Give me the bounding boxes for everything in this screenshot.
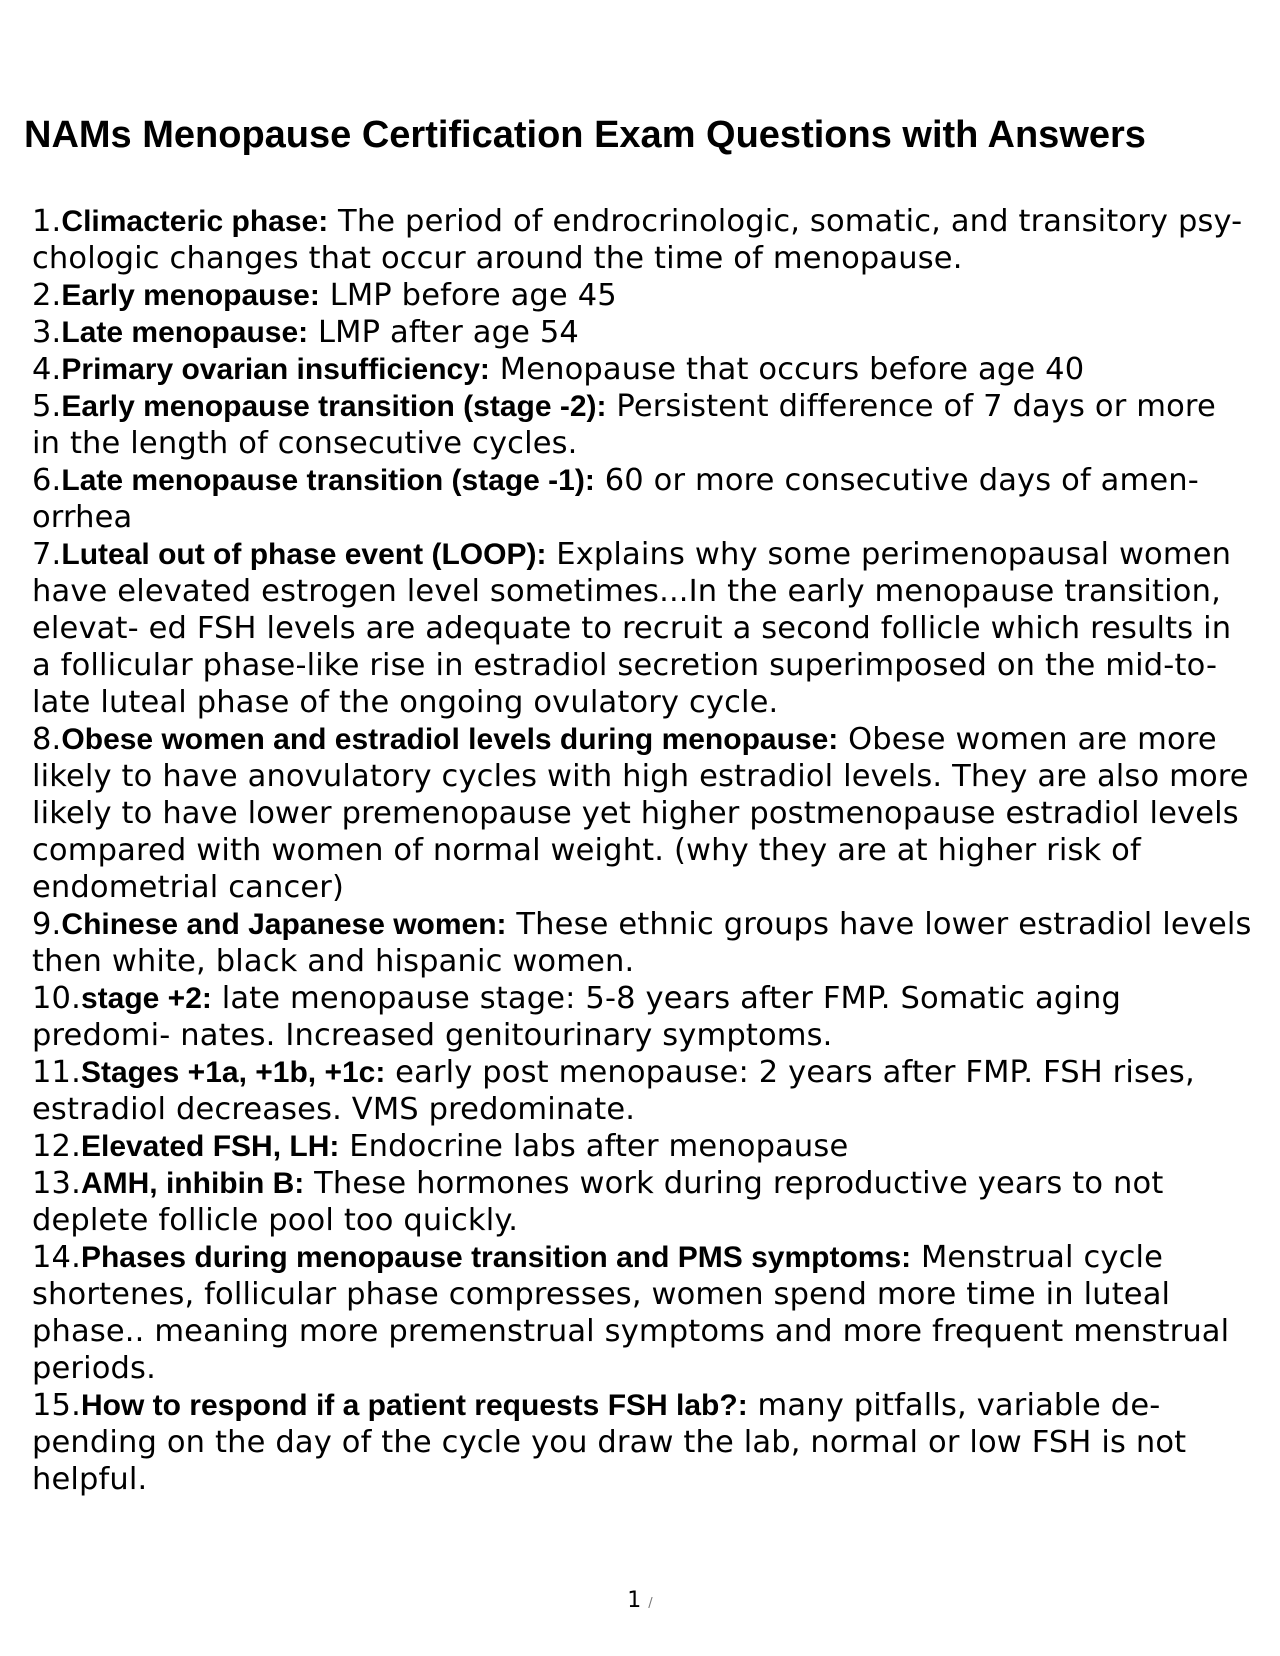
- item-term: How to respond if a patient requests FSH lab?:: [80, 1389, 748, 1422]
- page-title: NAMs Menopause Certification Exam Questions with Answers: [24, 114, 1146, 156]
- item-number: 5.: [32, 389, 62, 424]
- item-definition: These ethnic groups have lower estradiol levels then white, black and hispanic women.: [32, 907, 1252, 979]
- qa-list: [32, 203, 1252, 1498]
- item-term: Late menopause:: [61, 316, 309, 349]
- page-number: 1: [627, 1588, 642, 1613]
- item-number: 8.: [32, 722, 62, 757]
- item-term: stage +2:: [80, 982, 212, 1015]
- item-definition: Persistent difference of 7 days or more in the length of consecutive cycles.: [32, 389, 1216, 461]
- item-number: 4.: [32, 352, 62, 387]
- list-item: [32, 536, 1252, 721]
- item-term: Chinese and Japanese women:: [61, 908, 507, 941]
- item-term: Late menopause transition (stage -1):: [61, 464, 595, 497]
- list-item: [32, 1387, 1252, 1498]
- item-definition: late menopause stage: 5-8 years after FMP. Somatic aging predomi- nates. Increased genitourinary symptoms.: [32, 981, 1121, 1053]
- list-item: [32, 1128, 1252, 1165]
- list-item: [32, 980, 1252, 1054]
- item-definition: many pitfalls, variable de- pending on the day of the cycle you draw the lab, normal or low FSH is not helpful.: [32, 1388, 1187, 1497]
- list-item: [32, 1054, 1252, 1128]
- item-definition: Endocrine labs after menopause: [339, 1129, 849, 1164]
- item-definition: 60 or more consecutive days of amen- orrhea: [32, 463, 1199, 535]
- item-term: Obese women and estradiol levels during menopause:: [61, 723, 839, 756]
- item-definition: early post menopause: 2 years after FMP. FSH rises, estradiol decreases. VMS predominate.: [32, 1055, 1195, 1127]
- item-term: Primary ovarian insufficiency:: [61, 353, 490, 386]
- item-term: AMH, inhibin B:: [80, 1167, 305, 1200]
- item-number: 12.: [32, 1129, 81, 1164]
- item-definition: LMP after age 54: [308, 315, 579, 350]
- item-number: 10.: [32, 981, 81, 1016]
- item-number: 3.: [32, 315, 62, 350]
- item-definition: The period of endrocrinologic, somatic, and transitory psy- chologic changes that occur around the time of menopause.: [32, 204, 1243, 276]
- list-item: [32, 388, 1252, 462]
- list-item: [32, 906, 1252, 980]
- list-item: [32, 1239, 1252, 1387]
- item-number: 14.: [32, 1240, 81, 1275]
- item-number: 1.: [32, 204, 62, 239]
- item-number: 13.: [32, 1166, 81, 1201]
- item-number: 11.: [32, 1055, 81, 1090]
- item-term: Elevated FSH, LH:: [80, 1130, 340, 1163]
- item-term: Phases during menopause transition and PMS symptoms:: [80, 1241, 912, 1274]
- item-definition: Menstrual cycle shortenes, follicular phase compresses, women spend more time in luteal phase.. meaning more premenstrual symptoms and more frequent menstrual periods.: [32, 1240, 1230, 1386]
- item-definition: Menopause that occurs before age 40: [489, 352, 1085, 387]
- page-footer: [0, 1586, 1280, 1619]
- list-item: [32, 721, 1252, 906]
- list-item: [32, 351, 1252, 388]
- item-term: Luteal out of phase event (LOOP):: [61, 538, 547, 571]
- item-number: 15.: [32, 1388, 81, 1423]
- item-definition: These hormones work during reproductive years to not deplete follicle pool too quickly.: [32, 1166, 1164, 1238]
- item-number: 6.: [32, 463, 62, 498]
- item-number: 9.: [32, 907, 62, 942]
- list-item: [32, 462, 1252, 536]
- item-term: Early menopause transition (stage -2):: [61, 390, 607, 423]
- item-number: 2.: [32, 278, 62, 313]
- item-definition: Explains why some perimenopausal women have elevated estrogen level sometimes...In the early menopause transition, elevat- ed FSH levels are adequate to recruit a second follicle which results in a follicular phase-like rise in estradiol secretion superimposed on the mid-to-late luteal phase of the ongoing ovulatory cycle.: [32, 537, 1232, 720]
- item-term: Stages +1a, +1b, +1c:: [80, 1056, 386, 1089]
- list-item: [32, 203, 1252, 277]
- page-separator: /: [648, 1596, 653, 1611]
- item-definition: LMP before age 45: [319, 278, 617, 313]
- list-item: [32, 277, 1252, 314]
- list-item: [32, 1165, 1252, 1239]
- list-item: [32, 314, 1252, 351]
- item-number: 7.: [32, 537, 62, 572]
- item-term: Climacteric phase:: [61, 205, 329, 238]
- item-definition: Obese women are more likely to have anovulatory cycles with high estradiol levels. They are also more likely to have lower premenopause yet higher postmenopause estradiol levels compared with women of normal weight. (why they are at higher risk of endometrial cancer): [32, 722, 1249, 905]
- item-term: Early menopause:: [61, 279, 320, 312]
